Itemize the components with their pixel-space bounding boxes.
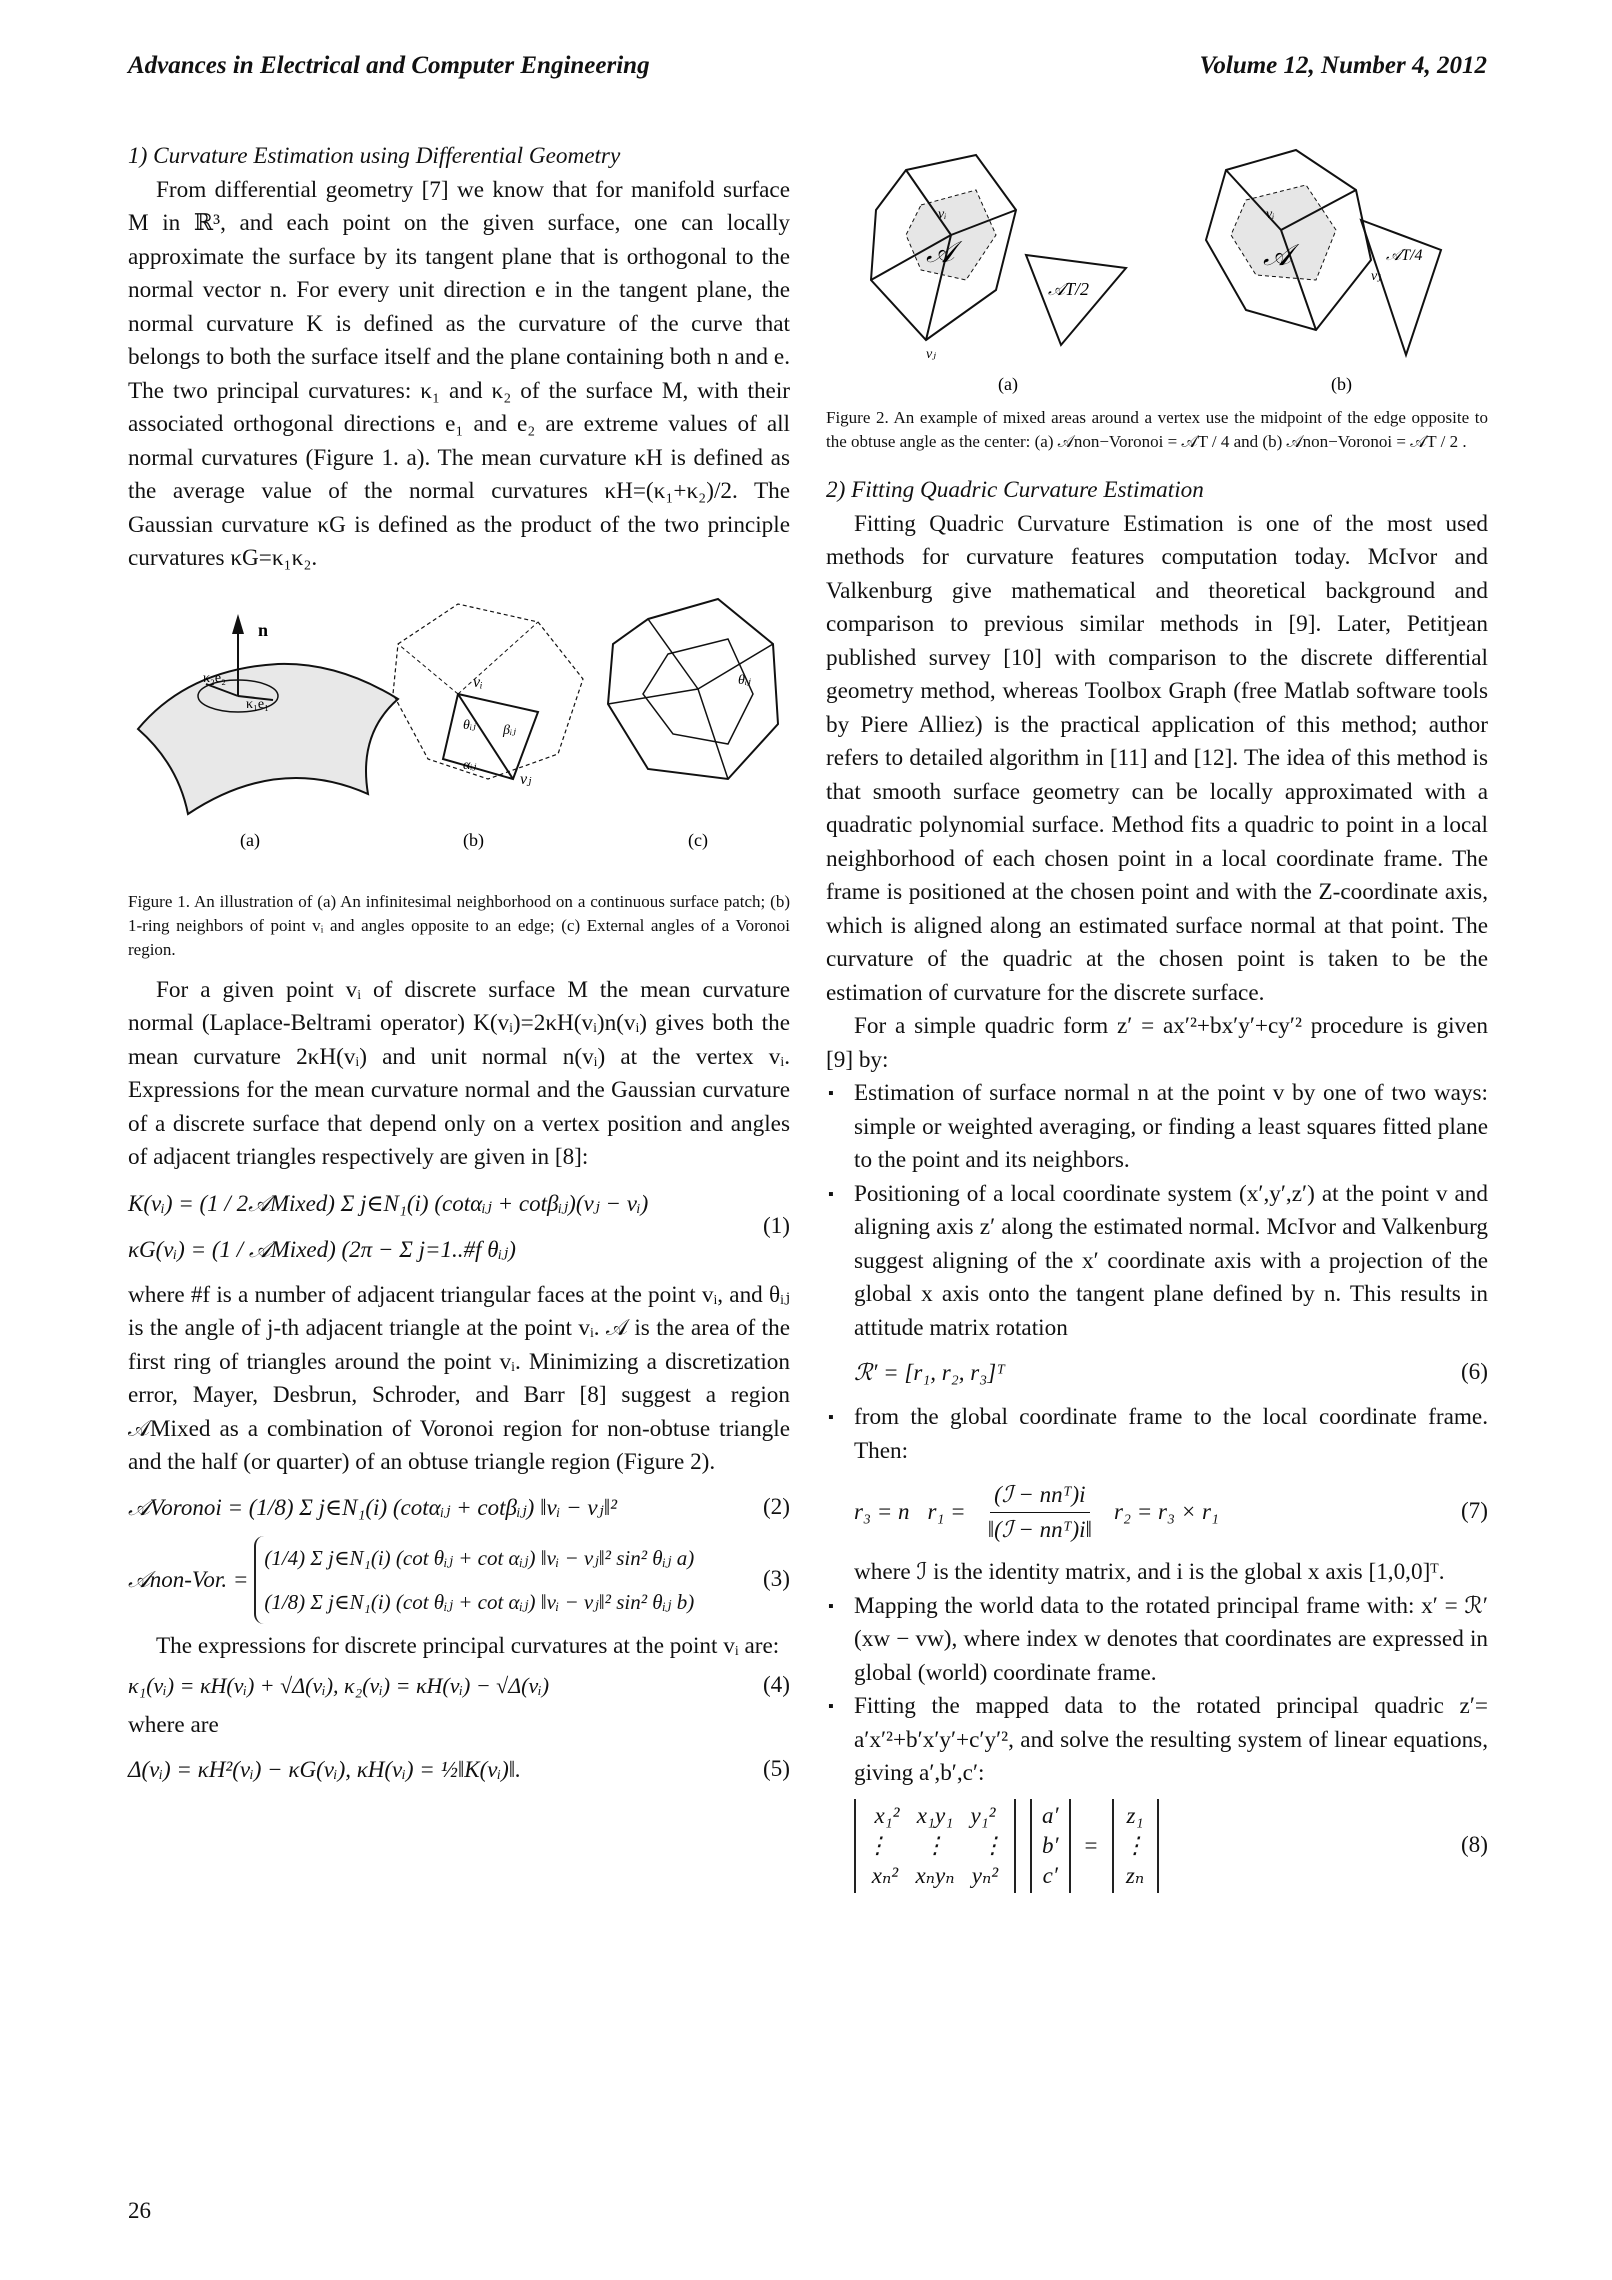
one-ring-neighbors — [393, 604, 583, 788]
section-title-differential-geometry: 1) Curvature Estimation using Differential Geometry — [128, 143, 621, 169]
paragraph: For a given point vᵢ of discrete surface M the mean curvature normal (Laplace-Beltrami operator) K(vᵢ)=2κH(vᵢ)n(vᵢ) gives both the mean curvature 2κH(vᵢ) and unit normal n(vᵢ) at the vertex vᵢ. Expressions for the mean curvature normal and the Gaussian curvature of a discrete surface that depend only on a vertex position and angles of adjacent triangles respectively are given in [8]: — [128, 976, 790, 1170]
figure-1-caption: Figure 1. An illustration of (a) An infinitesimal neighborhood on a continuous surface patch; (b) 1-ring neighbors of point vᵢ and angles opposite to an edge; (c) External angles of a Voronoi region. — [128, 891, 790, 959]
volume-info: Volume 12, Number 4, 2012 — [1199, 52, 1487, 79]
equation-number: (8) — [1460, 1831, 1488, 1858]
equation-4 — [128, 1669, 790, 1703]
paragraph: From differential geometry [7] we know that for manifold surface M in ℝ³, and each point on the given surface, one can locally approximate the surface by its tangent plane that is orthogonal to the normal vector n. For every unit direction e in the tangent plane, the normal curvature K is defined as the curvature of the curve that belongs to both the surface itself and the plane containing both n and e. The two principal curvatures: κ₁ and κ₂ of the surface M, with their associated orthogonal directions e₁ and e₂ are extreme values of all normal curvatures (Figure 1. a). The mean curvature κH is defined as the average value of the normal curvatures κH=(κ₁+κ₂)/2. The Gaussian curvature κG is defined as the product of the two principle curvatures κG=κ₁κ₂. — [128, 176, 790, 571]
list-item: ▪ Mapping the world data to the rotated principal frame with: x′ = ℛ′(xw − vw), where index w denotes that coordinates are expressed in global (world) coordinate frame. — [854, 1590, 1488, 1691]
equation-3a: (1/4) Σ j∈N₁(i) (cot θᵢⱼ + cot αᵢⱼ) ‖vᵢ − vⱼ‖² sin² θᵢⱼ a) — [264, 1545, 695, 1570]
equation-number: (2) — [762, 1493, 790, 1520]
area-A-label-a: 𝒜 — [926, 236, 955, 269]
left-column — [128, 140, 790, 1798]
matrix-row: x₁² x₁y₁ y₁² — [874, 1802, 996, 1828]
equation-2 — [128, 1486, 790, 1530]
list-item: ▪ Estimation of surface normal n at the point v by one of two ways: simple or weighted averaging, or finding a least squares fitted plane to the point and its neighbors. — [854, 1077, 1488, 1178]
equation-number: (4) — [762, 1672, 790, 1698]
vector-entry: a′ — [1042, 1802, 1059, 1828]
vj-label-a: vⱼ — [926, 347, 936, 362]
beta-label: βᵢⱼ — [503, 722, 516, 738]
vector-entry: ⋮ — [1123, 1832, 1147, 1858]
equation-number: (3) — [762, 1565, 790, 1592]
design-matrix — [854, 1799, 1016, 1893]
page-number: 26 — [128, 2198, 151, 2223]
list-item: ▪ Positioning of a local coordinate system (x′,y′,z′) at the point v and aligning axis z′ along the estimated normal. McIvor and Valkenburg suggest aligning of the x′ coordinate axis with a projection of the global x axis onto the tangent plane defined by n. This results in attitude matrix rotation — [854, 1178, 1488, 1346]
paragraph: where ℐ is the identity matrix, and i is the global x axis [1,0,0]ᵀ. — [854, 1559, 1445, 1585]
fraction-denominator: ‖(ℐ − nnᵀ)i‖ — [987, 1516, 1093, 1542]
matrix-row: ⋮ ⋮ ⋮ — [866, 1832, 1004, 1858]
section-title-fitting-quadric: 2) Fitting Quadric Curvature Estimation — [826, 477, 1204, 503]
procedure-list — [826, 1401, 1488, 1468]
procedure-list — [826, 1077, 1488, 1345]
theta-label: θᵢⱼ — [463, 717, 476, 733]
paragraph: For a simple quadric form z′ = ax′²+bx′y′+cy′² procedure is given [9] by: — [826, 1013, 1488, 1073]
vector-entry: z₁ — [1126, 1802, 1144, 1828]
vj-label: vⱼ — [520, 770, 532, 788]
equation-3b: (1/8) Σ j∈N₁(i) (cot θᵢⱼ + cot αᵢⱼ) ‖vᵢ − vⱼ‖² sin² θᵢⱼ b) — [264, 1589, 695, 1614]
vi-label-a: vᵢ — [938, 207, 947, 222]
vi-label: vᵢ — [473, 673, 483, 691]
paragraph: where #f is a number of adjacent triangular faces at the point vᵢ, and θᵢⱼ is the angle of j-th adjacent triangle at the point vᵢ. 𝒜 is the area of the first ring of triangles around the point vᵢ. Minimizing a discretization error, Mayer, Desbrun, Schroder, and Barr [8] suggest a region 𝒜Mixed as a combination of Voronoi region for non-obtuse triangle and the half (or quarter) of an obtuse triangle region (Figure 2). — [128, 1281, 790, 1475]
list-item: ▪ from the global coordinate frame to the local coordinate frame. Then: — [854, 1401, 1488, 1468]
equation-4-body: κ₁(vᵢ) = κH(vᵢ) + √Δ(vᵢ), κ₂(vᵢ) = κH(vᵢ) − √Δ(vᵢ) — [128, 1673, 550, 1698]
AT-quarter-label-b: 𝒜T/4 — [1386, 247, 1423, 264]
list-item: ▪ Fitting the mapped data to the rotated principal quadric z′= a′x′²+b′x′y′+c′y′², and solve the resulting system of linear equations, giving a′,b′,c′: — [854, 1690, 1488, 1791]
vector-entry: zₙ — [1125, 1862, 1145, 1888]
matrix-row: xₙ² xₙyₙ yₙ² — [871, 1862, 999, 1888]
equation-7 — [826, 1478, 1488, 1546]
fraction-numerator: (ℐ − nnᵀ)i — [990, 1478, 1089, 1513]
figure-2-drawing — [826, 130, 1488, 400]
equation-8-matrix: x₁² x₁y₁ y₁² ⋮ ⋮ ⋮ xₙ² xₙyₙ yₙ² a′ b′ c′ = z₁ ⋮ zₙ — [854, 1799, 1159, 1893]
paragraph: Fitting Quadric Curvature Estimation is one of the most used methods for curvature features computation today. McIvor and Valkenburg give mathematical and theoretical background and comparison to previous similar methods in [9]. Later, Petitjean published survey [10] with comparison to the discrete differential geometry method, whereas Toolbox Graph (free Matlab software tools by Piere Alliez) is the practical application of this method; author refers to detailed algorithm in [11] and [12]. The idea of this method is that smooth surface geometry can be locally approximated with a quadratic polynomial surface. Method fits a quadric to point in a local neighborhood of each chosen point in a local coordinate frame. The frame is positioned at the chosen point and with the Z-coordinate axis, which is aligned along an estimated surface normal at that point. The curvature of the quadric at the chosen point is taken to be the estimation of curvature for the discrete surface. — [826, 510, 1488, 1006]
k1e1-label: κ₁e₁ — [246, 696, 270, 712]
mixed-area-b — [1206, 150, 1441, 355]
equation-1b: κG(vᵢ) = (1 / 𝒜Mixed) (2π − Σ j=1..#f θᵢⱼ) — [128, 1236, 516, 1262]
vector-entry: c′ — [1042, 1862, 1058, 1888]
coefficient-vector — [1030, 1799, 1071, 1893]
voronoi-region — [608, 599, 778, 779]
normal-label: n — [258, 619, 269, 640]
equation-number: (6) — [1460, 1359, 1488, 1386]
equation-number: (7) — [1460, 1498, 1488, 1525]
AT-half-label-a: 𝒜T/2 — [1048, 279, 1090, 299]
rhs-vector — [1112, 1799, 1159, 1893]
mixed-area-a — [871, 155, 1126, 362]
figure-1 — [128, 584, 790, 884]
right-column — [826, 130, 1488, 1899]
equation-7c: r₂ = r₃ × r₁ — [1114, 1499, 1219, 1525]
subfig-b-label: (b) — [463, 829, 484, 850]
surface-patch — [138, 614, 398, 814]
k2e2-label: κ₂e₂ — [203, 670, 227, 686]
figure-2 — [826, 130, 1488, 400]
equation-7b-lhs: r₁ = — [927, 1499, 966, 1525]
equation-5-body: Δ(vᵢ) = κH²(vᵢ) − κG(vᵢ), κH(vᵢ) = ½‖K(vᵢ)‖. — [128, 1757, 521, 1782]
subfig-a-label: (a) — [998, 374, 1018, 394]
theta-label-c: θᵢⱼ — [738, 672, 751, 688]
equation-3 — [128, 1536, 790, 1624]
equation-6-body: ℛ′ = [r₁, r₂, r₃]ᵀ — [854, 1360, 1006, 1385]
equation-2-body: 𝒜Voronoi = (1/8) Σ j∈N₁(i) (cotαᵢⱼ + cotβᵢⱼ) ‖vᵢ − vⱼ‖² — [128, 1494, 618, 1520]
equation-6 — [826, 1351, 1488, 1395]
equation-3-lhs: 𝒜non-Vor. = — [128, 1566, 249, 1592]
figure-1-drawing — [128, 584, 790, 884]
equation-number: (1) — [762, 1212, 790, 1239]
paragraph: where are — [128, 1711, 219, 1738]
equation-7a: r₃ = n — [854, 1499, 910, 1525]
subfig-a-label: (a) — [240, 829, 260, 850]
procedure-list — [826, 1590, 1488, 1791]
equation-8 — [826, 1799, 1488, 1893]
journal-title: Advances in Electrical and Computer Engineering — [128, 52, 650, 79]
equation-number: (5) — [762, 1756, 790, 1783]
vector-entry: b′ — [1042, 1832, 1059, 1858]
paragraph: The expressions for discrete principal curvatures at the point vᵢ are: — [156, 1632, 780, 1659]
equation-5 — [128, 1748, 790, 1792]
area-A-label-b: 𝒜 — [1263, 239, 1292, 272]
subfig-c-label: (c) — [688, 829, 708, 850]
vi-label-b: vᵢ — [1266, 207, 1275, 222]
figure-2-caption: Figure 2. An example of mixed areas around a vertex use the midpoint of the edge opposite to the obtuse angle as the center: (a) 𝒜non−Voronoi = 𝒜T / 4 and (b) 𝒜non−Voronoi = 𝒜T / 2 . — [826, 408, 1488, 451]
subfig-b-label: (b) — [1331, 374, 1352, 394]
equation-7b-fraction — [988, 1478, 1092, 1546]
vj-label-b: vⱼ — [1371, 269, 1381, 284]
equation-1a: K(vᵢ) = (1 / 2𝒜Mixed) Σ j∈N₁(i) (cotαᵢⱼ + cotβᵢⱼ)(vⱼ − vᵢ) — [128, 1190, 649, 1216]
equation-1 — [128, 1181, 790, 1273]
alpha-label: αᵢⱼ — [463, 757, 477, 773]
